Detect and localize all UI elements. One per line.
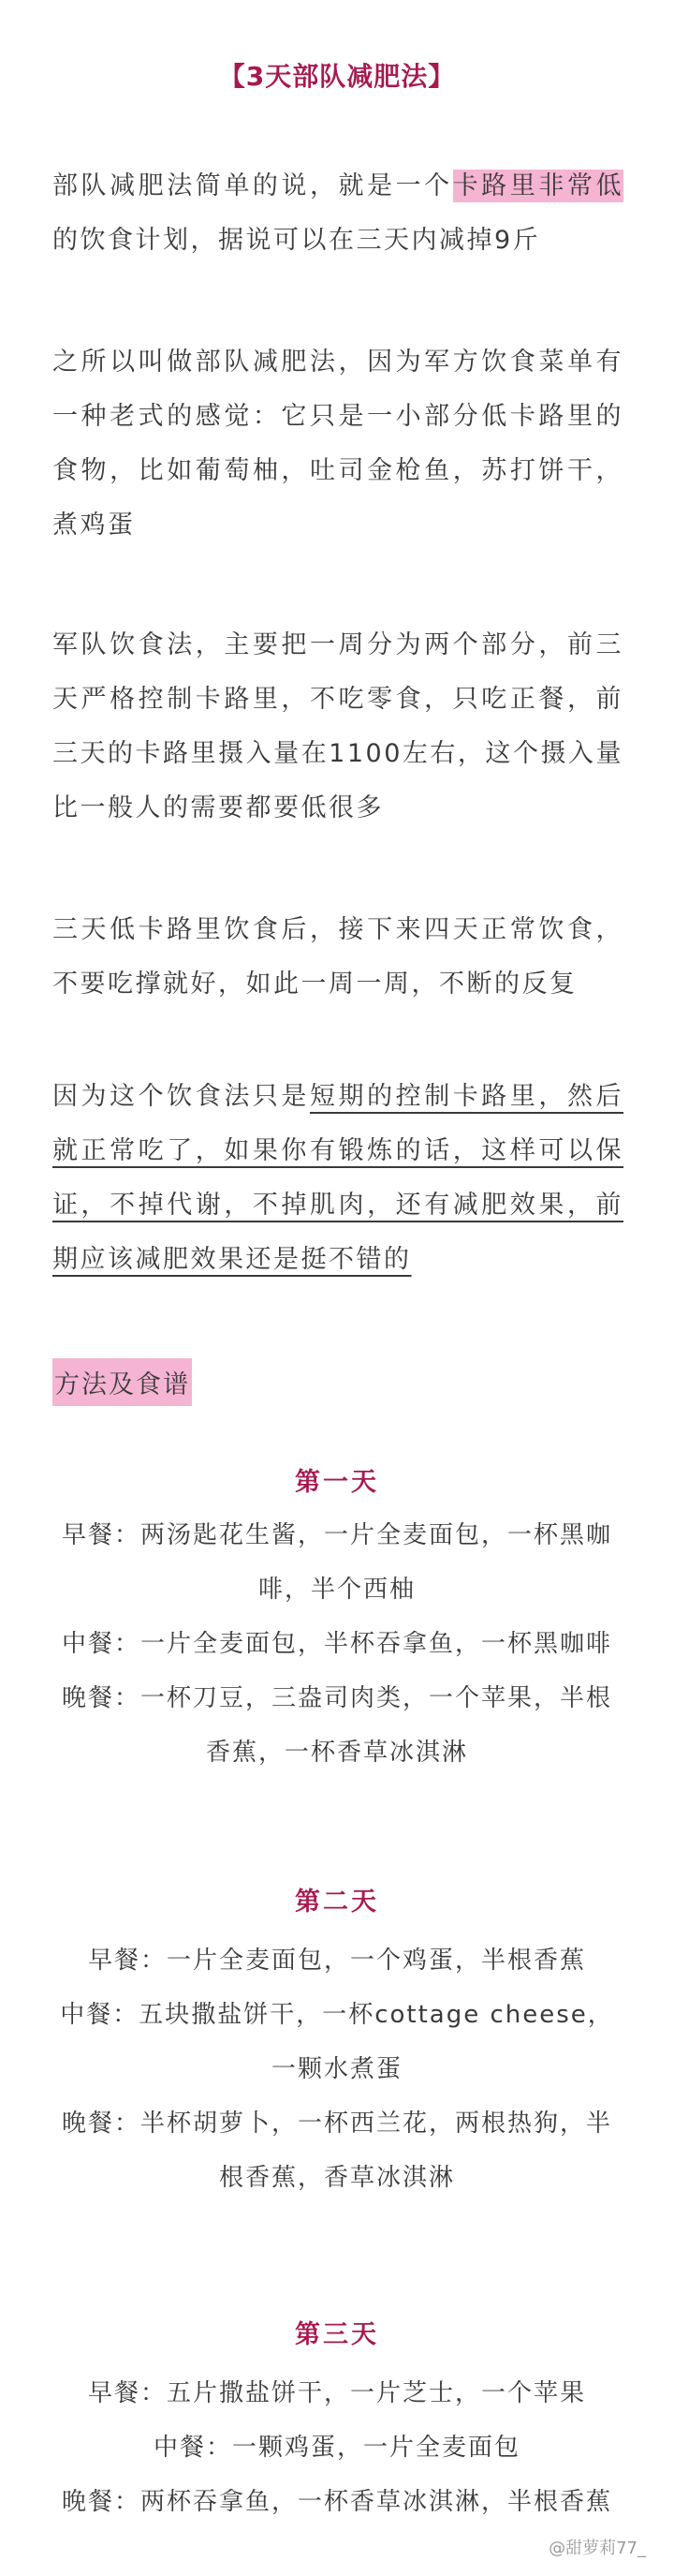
intro-text-before: 部队减肥法简单的说，就是一个	[52, 171, 453, 200]
day3-lunch: 中餐：一颗鸡蛋，一片全麦面包	[153, 2434, 520, 2462]
intro-text-after: 的饮食计划，据说可以在三天内减掉9斤	[52, 226, 541, 255]
article-title: 【3天部队减肥法】	[218, 61, 456, 92]
paragraph-origin: 之所以叫做部队减肥法，因为军方饮食菜单有一种老式的感觉：它只是一小部分低卡路里的食物，比如葡萄柚，吐司金枪鱼，苏打饼干，煮鸡蛋	[52, 348, 623, 540]
day1-title: 第一天	[295, 1468, 379, 1497]
day1-lunch: 中餐：一片全麦面包，半杯吞拿鱼，一杯黑咖啡	[61, 1630, 612, 1658]
paragraph-benefit	[52, 1070, 623, 1287]
intro-highlight: 卡路里非常低	[452, 171, 624, 200]
day1-breakfast: 早餐：两汤匙花生酱，一片全麦面包，一杯黑咖啡，半个西柚	[61, 1521, 612, 1604]
paragraph-cycle: 三天低卡路里饮食后，接下来四天正常饮食，不要吃撑就好，如此一周一周，不断的反复	[52, 915, 623, 999]
paragraph-method: 军队饮食法，主要把一周分为两个部分，前三天严格控制卡路里，不吃零食，只吃正餐，前三天的卡路里摄入量在1100左右，这个摄入量比一般人的需要都要低很多	[52, 630, 623, 822]
day2-breakfast: 早餐：一片全麦面包，一个鸡蛋，半根香蕉	[87, 1947, 586, 1975]
benefit-underlined: 短期的控制卡路里，然后就正常吃了，如果你有锻炼的话，这样可以保证，不掉代谢，不掉肌肉，还有减肥效果，前期应该减肥效果还是挺不错的	[52, 1082, 624, 1274]
watermark: @甜萝莉77_	[549, 2539, 646, 2558]
paragraph-intro	[52, 159, 623, 268]
day1-dinner: 晚餐：一杯刀豆，三盎司肉类，一个苹果，半根香蕉，一杯香草冰淇淋	[61, 1684, 612, 1767]
day2-dinner: 晚餐：半杯胡萝卜，一杯西兰花，两根热狗，半根香蕉，香草冰淇淋	[61, 2110, 612, 2192]
day3-title: 第三天	[295, 2320, 379, 2349]
day2-lunch: 中餐：五块撒盐饼干，一杯cottage cheese，一颗水煮蛋	[60, 2001, 614, 2083]
day3-dinner: 晚餐：两杯吞拿鱼，一杯香草冰淇淋，半根香蕉	[61, 2488, 612, 2516]
section-label: 方法及食谱	[52, 1358, 192, 1406]
benefit-text-plain: 因为这个饮食法只是	[52, 1082, 310, 1111]
day3-breakfast: 早餐：五片撒盐饼干，一片芝士，一个苹果	[87, 2379, 586, 2407]
day2-title: 第二天	[295, 1888, 379, 1917]
